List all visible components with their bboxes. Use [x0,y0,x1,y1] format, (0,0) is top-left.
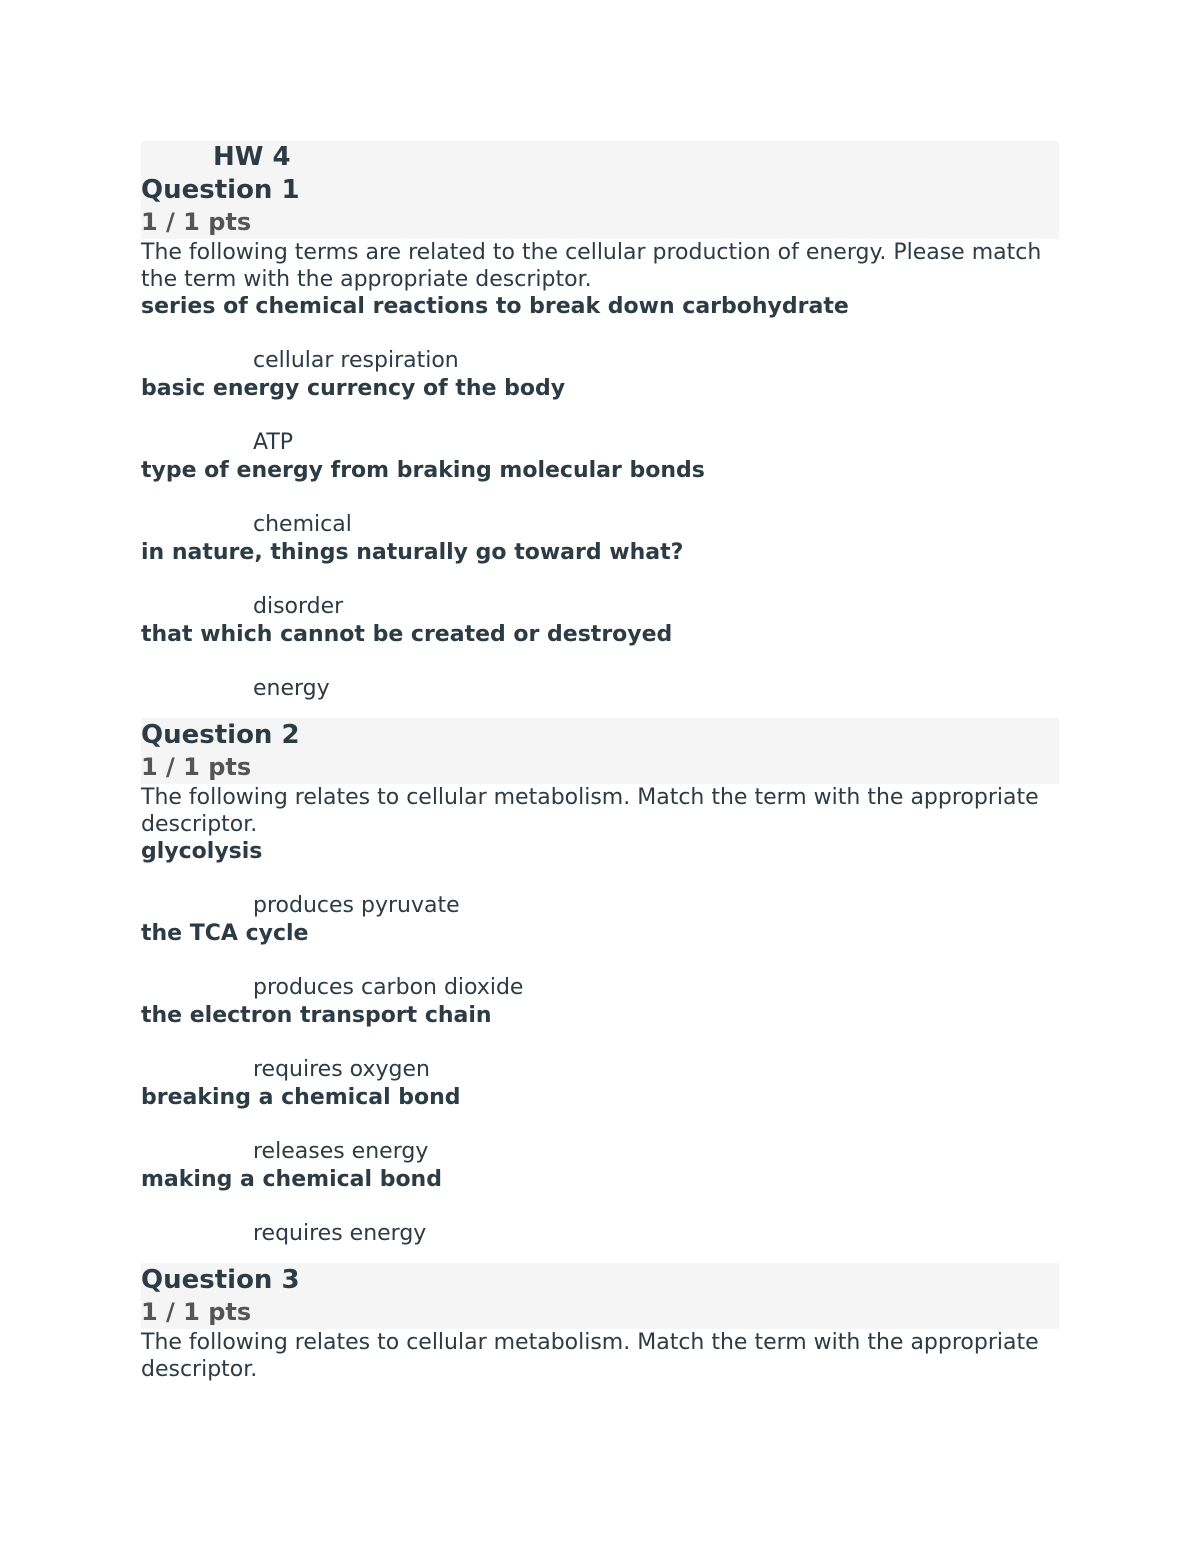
question-3-points: 1 / 1 pts [141,1298,252,1326]
question-1-points: 1 / 1 pts [141,208,252,236]
match-term: the electron transport chain [141,1003,492,1028]
match-answer: produces carbon dioxide [253,975,524,1000]
question-2-prompt: The following relates to cellular metabolism. Match the term with the appropriate descriptor. [141,785,1039,837]
document-title: HW 4 [213,142,291,172]
match-term: glycolysis [141,839,263,864]
spacer [141,1248,1059,1263]
question-1-prompt: The following terms are related to the cellular production of energy. Please match the term with the appropriate descriptor. [141,240,1042,292]
match-answer: chemical [253,512,352,537]
match-term: breaking a chemical bond [141,1085,461,1110]
match-term: that which cannot be created or destroyed [141,622,673,647]
match-term: making a chemical bond [141,1167,442,1192]
match-term: the TCA cycle [141,921,309,946]
match-term: series of chemical reactions to break down carbohydrate [141,294,849,319]
spacer [141,703,1059,718]
match-answer: energy [253,676,330,701]
match-answer: produces pyruvate [253,893,460,918]
match-answer: cellular respiration [253,348,459,373]
question-3-title: Question 3 [141,1265,300,1295]
match-answer: ATP [253,430,294,455]
question-3-prompt: The following relates to cellular metabolism. Match the term with the appropriate descriptor. [141,1330,1039,1382]
question-1-header [141,141,1059,239]
question-3-header [141,1263,1059,1329]
match-answer: disorder [253,594,344,619]
match-answer: requires energy [253,1221,427,1246]
question-2-header [141,718,1059,784]
document-page [141,141,1059,1383]
question-2-points: 1 / 1 pts [141,753,252,781]
question-1-title: Question 1 [141,175,300,205]
match-term: type of energy from braking molecular bonds [141,458,705,483]
match-answer: requires oxygen [253,1057,430,1082]
question-2-title: Question 2 [141,720,300,750]
match-term: in nature, things naturally go toward what? [141,540,684,565]
match-answer: releases energy [253,1139,429,1164]
match-term: basic energy currency of the body [141,376,566,401]
